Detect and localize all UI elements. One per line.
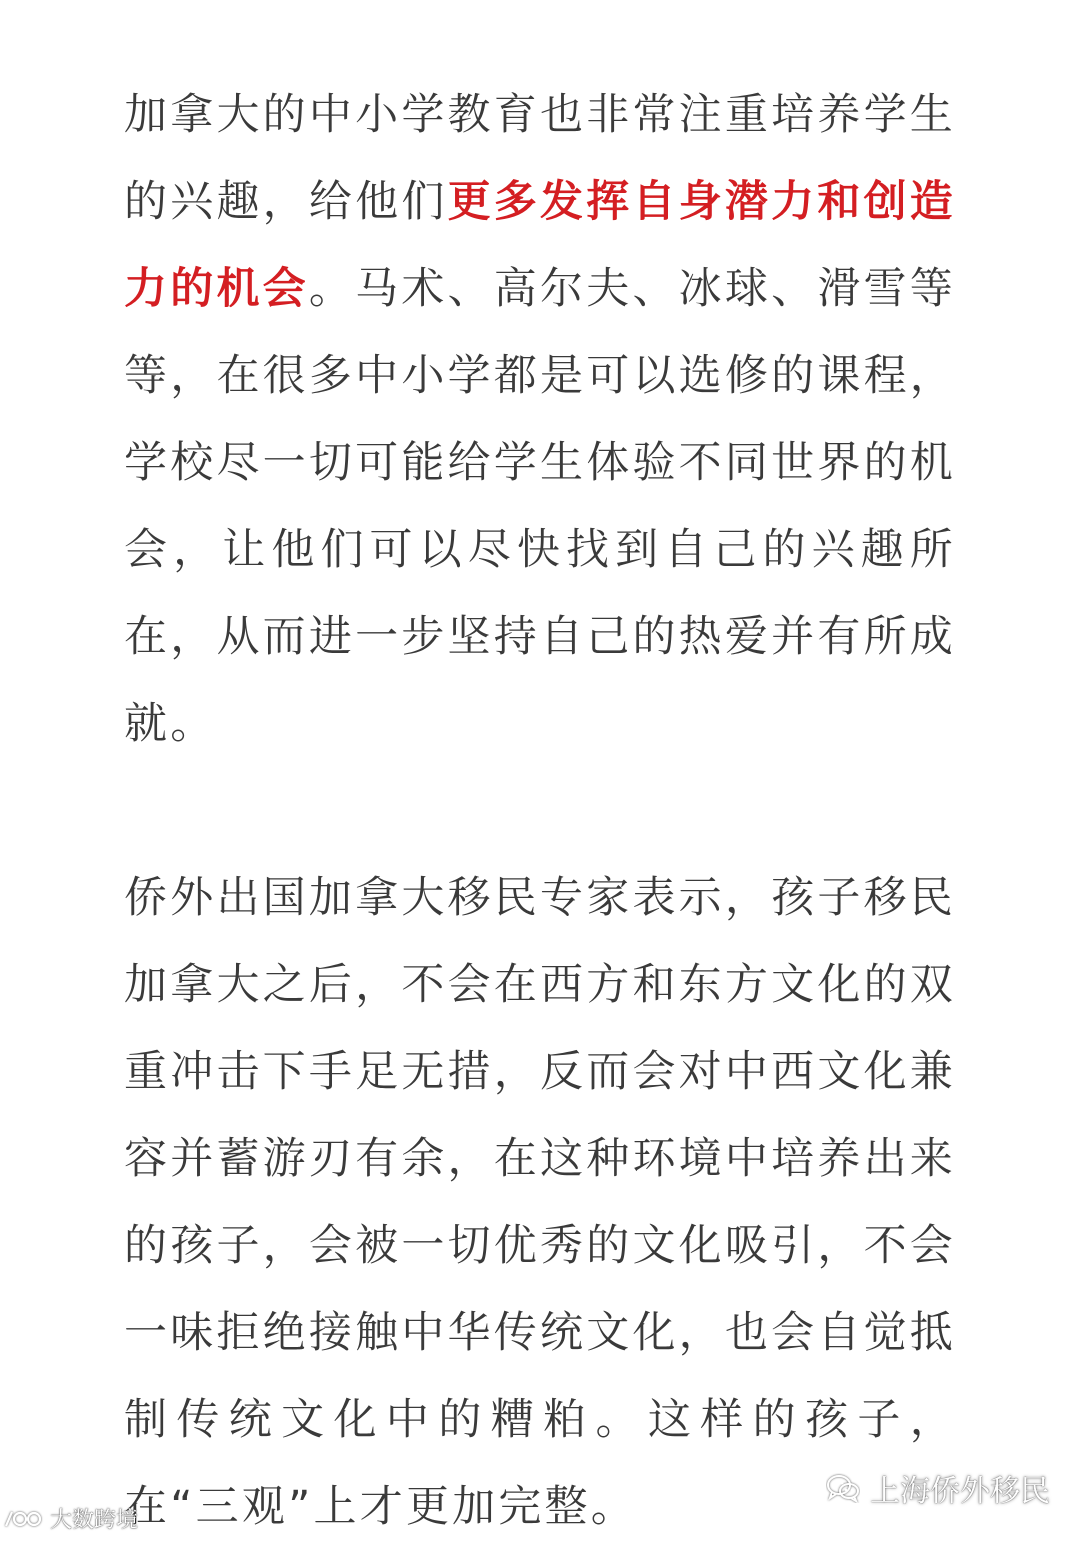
author-watermark [826, 1466, 1050, 1510]
paragraph-1-highlight: 更多发挥自身潜力和创造力的机会 [124, 177, 956, 314]
paragraph-1-text-after: 。马术、高尔夫、冰球、滑雪等等，在很多中小学都是可以选修的课程，学校尽一切可能给学生体验不同世界的机会，让他们可以尽快找到自己的兴趣所在，从而进一步坚持自己的热爱并有所成就。 [124, 264, 956, 749]
source-watermark [2, 1503, 138, 1534]
paragraph-2 [124, 855, 956, 1551]
dashuju-logo-icon [2, 1506, 46, 1532]
paragraph-2-text: 侨外出国加拿大移民专家表示，孩子移民加拿大之后，不会在西方和东方文化的双重冲击下手足无措，反而会对中西文化兼容并蓄游刃有余，在这种环境中培养出来的孩子，会被一切优秀的文化吸引，不会一味拒绝接触中华传统文化，也会自觉抵制传统文化中的糟粕。这样的孩子，在“三观”上才更加完整。 [124, 873, 956, 1532]
paragraph-1 [124, 72, 956, 768]
author-watermark-text: 上海侨外移民 [870, 1474, 1050, 1509]
article-body [124, 72, 956, 1551]
wechat-icon [826, 1473, 860, 1503]
paragraph-1-text-before: 加拿大的中小学教育也非常注重培养学生的兴趣，给他们 [124, 90, 956, 227]
source-watermark-text: 大数跨境 [50, 1508, 139, 1533]
